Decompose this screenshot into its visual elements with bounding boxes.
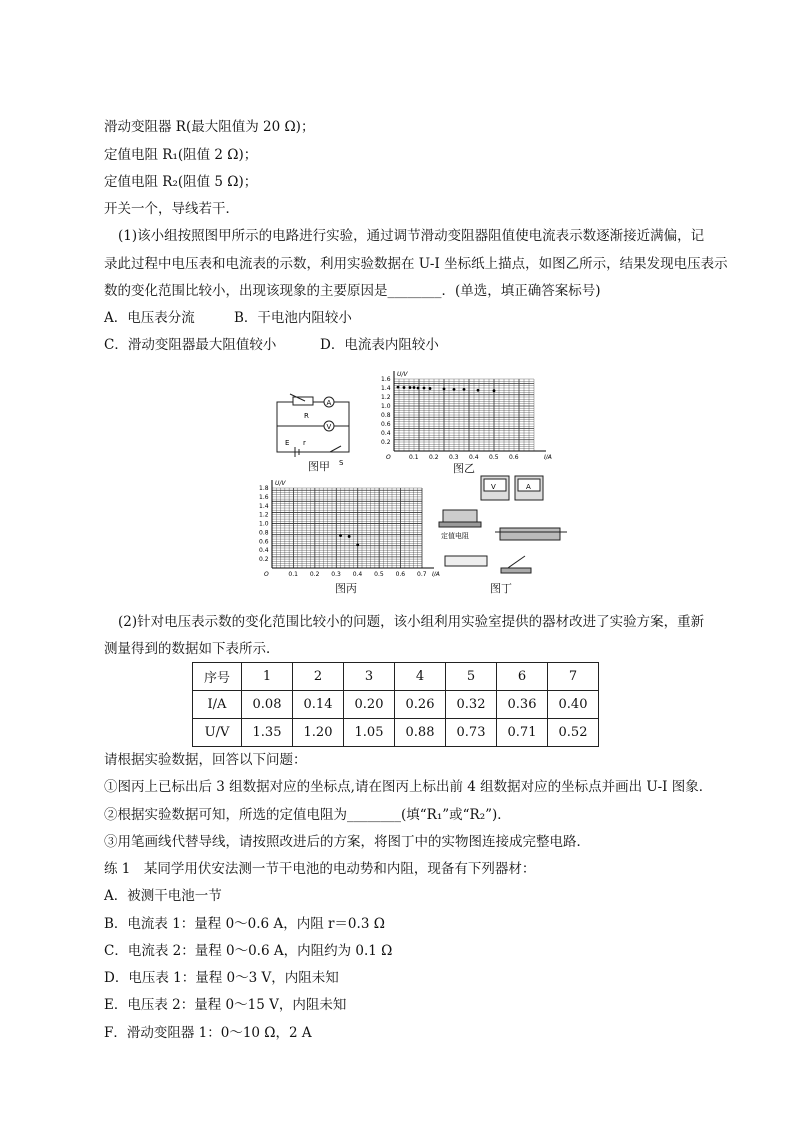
data-point — [348, 535, 351, 538]
origin-label: O — [264, 571, 269, 578]
x-tick-label: 0.6 — [395, 571, 406, 578]
circuit-label-s: S — [339, 459, 344, 467]
figure-yi-chart — [378, 365, 552, 465]
y-tick-label: 1.2 — [259, 511, 269, 519]
caption-bing: 图丙 — [335, 582, 357, 595]
x-tick-label: 0.4 — [469, 454, 479, 461]
table-cell: 1.35 — [242, 719, 293, 747]
q2-subquestion-3: ③用笔画线代替导线，请按照改进后的方案，将图丁中的实物图连接成完整电路． — [104, 834, 590, 850]
table-cell: 3 — [344, 663, 395, 691]
y-tick-label: 1.8 — [259, 485, 269, 492]
x-tick-label: 0.6 — [509, 454, 519, 461]
x-tick-label: 0.7 — [417, 571, 427, 578]
table-cell: 序号 — [193, 663, 242, 691]
table-row-header — [193, 663, 599, 691]
grid — [272, 488, 422, 568]
table-cell: 4 — [395, 663, 446, 691]
data-point — [339, 534, 342, 537]
y-tick-label: 0.4 — [259, 547, 269, 555]
table-cell: 1.20 — [293, 719, 344, 747]
q1-option-d: D．电流表内阻较小 — [320, 337, 439, 353]
practice-title: 练 1 某同学用伏安法测一节干电池的电动势和内阻，现备有下列器材： — [104, 861, 536, 877]
table-cell: 0.73 — [446, 719, 497, 747]
equipment-switch: 开关一个，导线若干． — [104, 201, 239, 217]
equipment-rheostat: 滑动变阻器 R(最大阻值为 20 Ω)； — [104, 119, 315, 135]
x-tick-label: 0.2 — [309, 571, 320, 578]
meter-label-a: A — [526, 483, 531, 491]
y-tick-label: 1.0 — [259, 520, 269, 528]
practice-item-a: A．被测干电池一节 — [104, 888, 222, 904]
table-cell: 6 — [497, 663, 548, 691]
table-cell: 0.08 — [242, 691, 293, 719]
table-cell: 0.88 — [395, 719, 446, 747]
data-point — [409, 386, 412, 389]
origin-label: O — [386, 454, 391, 461]
figure-ding-apparatus — [435, 470, 575, 580]
y-tick-label: 1.2 — [381, 394, 391, 401]
data-point — [397, 386, 400, 389]
q1-line3: 数的变化范围比较小，出现该现象的主要原因是________．(单选，填正确答案标号) — [104, 283, 601, 299]
circuit-label-e: E — [285, 439, 290, 447]
x-tick-label: 0.2 — [429, 454, 439, 461]
x-tick-label: 0.5 — [374, 571, 384, 578]
table-cell: 0.20 — [344, 691, 395, 719]
table-cell: 0.14 — [293, 691, 344, 719]
x-tick-label: 0.5 — [489, 454, 499, 461]
table-cell: 5 — [446, 663, 497, 691]
table-cell: 0.40 — [548, 691, 599, 719]
q2-line1: (2)针对电压表示数的变化范围比较小的问题，该小组利用实验室提供的器材改进了实验方案，重新 — [118, 614, 705, 630]
q1-option-b: B．干电池内阻较小 — [234, 310, 352, 326]
y-tick-label: 0.2 — [259, 556, 269, 564]
data-point — [477, 389, 480, 392]
data-point — [403, 386, 406, 389]
table-cell: 0.36 — [497, 691, 548, 719]
q1-option-c: C．滑动变阻器最大阻值较小 — [104, 337, 277, 353]
table-cell: 0.26 — [395, 691, 446, 719]
practice-item-b: B．电流表 1：量程 0～0.6 A，内阻 r＝0.3 Ω — [104, 916, 385, 932]
caption-ding: 图丁 — [490, 582, 512, 595]
x-axis-label: I/A — [544, 454, 552, 461]
x-tick-label: 0.3 — [331, 571, 341, 578]
y-tick-label: 0.8 — [259, 529, 269, 537]
y-tick-label: 0.6 — [259, 538, 269, 546]
data-point — [443, 388, 446, 391]
y-axis-label: U/V — [275, 480, 286, 487]
q1-line1: (1)该小组按照图甲所示的电路进行实验，通过调节滑动变阻器阻值使电流表示数逐渐接近满偏，记 — [118, 228, 705, 244]
data-point — [453, 388, 456, 391]
q1-option-a: A．电压表分流 — [104, 310, 195, 326]
table-cell: U/V — [193, 719, 242, 747]
table-cell: 0.71 — [497, 719, 548, 747]
y-tick-label: 0.2 — [381, 439, 391, 446]
x-tick-label: 0.1 — [409, 454, 419, 461]
x-tick-label: 0.4 — [352, 571, 363, 578]
table-row — [193, 719, 599, 747]
table-cell: I/A — [193, 691, 242, 719]
ding-resistor-label: 定值电阻 — [441, 532, 469, 540]
data-point — [463, 388, 466, 391]
caption-jia: 图甲 — [308, 460, 330, 473]
data-point — [429, 387, 432, 390]
circuit-label-r: R — [304, 412, 309, 420]
data-point — [413, 386, 416, 389]
y-tick-label: 1.4 — [381, 385, 391, 392]
table-cell: 1 — [242, 663, 293, 691]
practice-item-e: E．电压表 2：量程 0～15 V，内阻未知 — [104, 997, 347, 1013]
data-point — [423, 387, 426, 390]
data-point — [356, 543, 359, 546]
data-point — [417, 387, 420, 390]
q2-subquestion-2: ②根据实验数据可知，所选的定值电阻为________(填“R₁”或“R₂”)． — [104, 807, 511, 823]
data-table — [192, 662, 599, 747]
y-tick-label: 0.6 — [381, 421, 391, 428]
table-cell: 2 — [293, 663, 344, 691]
figure-bing-chart — [258, 480, 438, 582]
q2-subquestion-1: ①图丙上已标出后 3 组数据对应的坐标点,请在图丙上标出前 4 组数据对应的坐标点并画出 U-I 图象． — [104, 779, 713, 795]
table-cell: 0.52 — [548, 719, 599, 747]
table-cell: 0.32 — [446, 691, 497, 719]
equipment-r2: 定值电阻 R₂(阻值 5 Ω)； — [104, 174, 258, 190]
practice-item-f: F．滑动变阻器 1：0～10 Ω，2 A — [104, 1025, 312, 1041]
y-tick-label: 0.4 — [381, 430, 391, 437]
y-tick-label: 1.6 — [381, 376, 391, 383]
q2-line2: 测量得到的数据如下表所示． — [104, 641, 280, 657]
table-row — [193, 691, 599, 719]
practice-item-c: C．电流表 2：量程 0～0.6 A，内阻约为 0.1 Ω — [104, 943, 393, 959]
circuit-label-r-internal: r — [303, 439, 306, 447]
table-cell: 7 — [548, 663, 599, 691]
y-tick-label: 1.6 — [259, 493, 269, 501]
data-point — [493, 389, 496, 392]
circuit-label-v: V — [326, 423, 332, 431]
y-tick-label: 1.4 — [259, 502, 269, 510]
caption-yi: 图乙 — [453, 462, 475, 475]
x-tick-label: 0.3 — [449, 454, 459, 461]
table-cell: 1.05 — [344, 719, 395, 747]
practice-item-d: D．电压表 1：量程 0～3 V，内阻未知 — [104, 970, 339, 986]
x-axis-label: I/A — [432, 571, 440, 578]
x-tick-label: 0.1 — [288, 571, 298, 578]
equipment-r1: 定值电阻 R₁(阻值 2 Ω)； — [104, 147, 258, 163]
circuit-label-a: A — [326, 399, 332, 407]
y-axis-label: U/V — [397, 371, 408, 378]
q2-prompt: 请根据实验数据，回答以下问题： — [104, 752, 307, 768]
y-tick-label: 1.0 — [381, 403, 391, 410]
meter-label-v: V — [491, 483, 496, 491]
y-tick-label: 0.8 — [381, 412, 391, 419]
q1-line2: 录此过程中电压表和电流表的示数，利用实验数据在 U-I 坐标纸上描点，如图乙所示，结果发现电压表示 — [104, 256, 728, 272]
figure-jia-circuit — [275, 392, 375, 468]
